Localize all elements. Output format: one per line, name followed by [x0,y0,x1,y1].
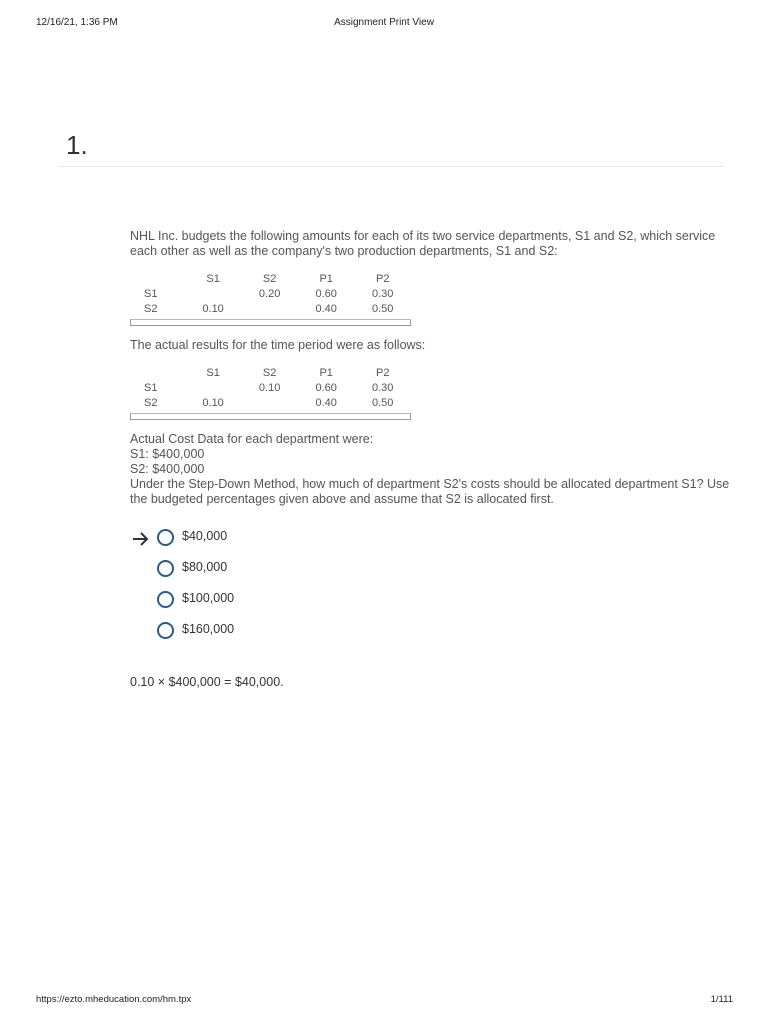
table-cell: 0.50 [372,303,394,315]
table-header-row [130,272,411,287]
column-header: S2 [262,273,277,285]
column-header: P1 [319,367,333,379]
row-label: S1 [144,288,158,300]
print-title: Assignment Print View [334,17,434,28]
table-cell: 0.10 [202,397,224,409]
table-cell: 0.60 [315,382,337,394]
question-divider [58,166,724,167]
option-label: $160,000 [182,622,235,636]
answer-option[interactable] [132,526,432,557]
table-cell: 0.30 [372,288,394,300]
column-header: P1 [319,273,333,285]
cost-s2: S2: $400,000 [130,462,205,476]
column-header: S2 [262,367,277,379]
question-intro: NHL Inc. budgets the following amounts for each of its two service departments, S1 and S2, which service each other as well as the company's two production departments, S1 and S2: [130,229,716,258]
table-row [130,287,411,302]
row-label: S1 [144,382,158,394]
page-counter: 1/111 [710,994,733,1005]
table-cell: 0.10 [258,382,281,394]
table-cell: 0.10 [202,303,224,315]
answer-option[interactable] [132,619,432,650]
column-header: P2 [375,273,390,285]
table-cell [241,302,298,317]
table-row [130,396,411,411]
radio-circle-icon[interactable] [157,529,174,546]
question-number: 1. [66,130,88,160]
table-cell: 0.30 [372,382,394,394]
option-label: $100,000 [182,591,235,605]
table-row [130,302,411,317]
question-prompt: Under the Step-Down Method, how much of department S2's costs should be allocated department S1? Use the budgeted percentages given above and assume that S2 is allocated first. [130,477,730,506]
table-cell [241,396,298,411]
column-header: S1 [206,367,220,379]
footer-url: https://ezto.mheducation.com/hm.tpx [36,994,192,1005]
option-label: $80,000 [182,560,228,574]
cost-data-heading: Actual Cost Data for each department were: [130,432,374,446]
table-cell: 0.40 [315,397,337,409]
radio-circle-icon[interactable] [157,622,174,639]
radio-circle-icon[interactable] [157,560,174,577]
table-cell: 0.60 [315,288,337,300]
table-cell [185,381,242,396]
row-label: S2 [144,303,158,315]
radio-circle-icon[interactable] [157,591,174,608]
option-label: $40,000 [182,529,228,543]
print-datetime: 12/16/21, 1:36 PM [36,17,118,28]
actual-allocation-table [130,366,411,420]
table-cell: 0.40 [315,303,337,315]
answer-option[interactable] [132,557,432,588]
answer-option[interactable] [132,588,432,619]
row-label: S2 [144,397,158,409]
question-body [130,229,730,507]
budgeted-allocation-table [130,272,411,326]
table-row [130,381,411,396]
column-header: P2 [375,367,390,379]
table-header-row [130,366,411,381]
actual-results-intro: The actual results for the time period were as follows: [130,338,426,352]
answer-explanation: 0.10 × $400,000 = $40,000. [130,675,284,689]
table-cell: 0.50 [372,397,394,409]
right-arrow-icon [132,530,152,550]
table-cell [185,287,242,302]
table-scrollbar[interactable] [130,319,411,326]
table-cell: 0.20 [258,288,281,300]
table-scrollbar[interactable] [130,413,411,420]
answer-options [132,526,432,650]
column-header: S1 [206,273,220,285]
cost-s1: S1: $400,000 [130,447,205,461]
